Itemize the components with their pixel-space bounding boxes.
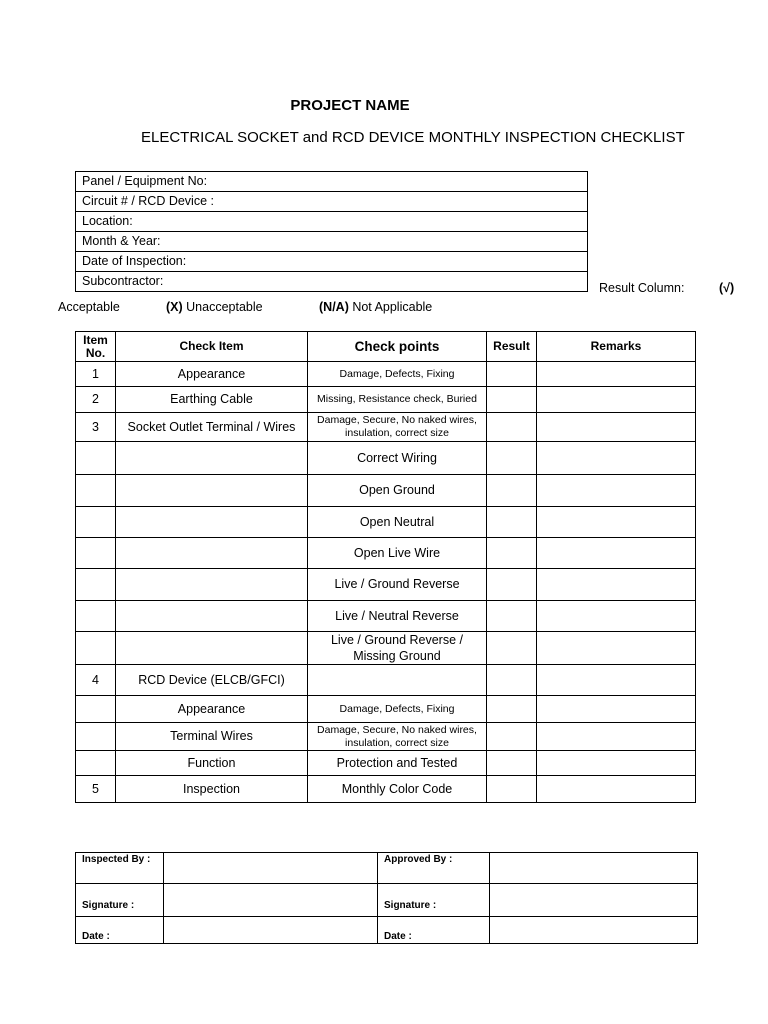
info-row [76, 272, 588, 292]
check-item-cell [116, 442, 308, 475]
check-point-cell: Open Neutral [308, 507, 487, 538]
table-row [76, 776, 696, 803]
remarks-cell[interactable] [537, 751, 696, 776]
result-cell[interactable] [487, 665, 537, 696]
remarks-cell[interactable] [537, 475, 696, 507]
remarks-cell[interactable] [537, 632, 696, 665]
legend-na-mark: (N/A) [319, 300, 349, 314]
result-column-label: Result Column: [599, 281, 685, 295]
item-no-cell: 1 [76, 362, 116, 387]
check-item-cell: Terminal Wires [116, 723, 308, 751]
item-no-cell: 2 [76, 387, 116, 413]
table-row [76, 696, 696, 723]
check-item-cell: Appearance [116, 696, 308, 723]
remarks-cell[interactable] [537, 601, 696, 632]
table-row [76, 387, 696, 413]
item-no-cell [76, 723, 116, 751]
remarks-cell[interactable] [537, 538, 696, 569]
result-cell[interactable] [487, 696, 537, 723]
signature-label-left: Signature : [76, 884, 164, 917]
check-point-cell: Live / Neutral Reverse [308, 601, 487, 632]
result-cell[interactable] [487, 362, 537, 387]
header-remarks: Remarks [537, 332, 696, 362]
remarks-cell[interactable] [537, 413, 696, 442]
check-point-cell: Open Live Wire [308, 538, 487, 569]
item-no-cell [76, 538, 116, 569]
check-point-cell: Damage, Defects, Fixing [308, 696, 487, 723]
check-point-cell: Live / Ground Reverse / Missing Ground [308, 632, 487, 665]
result-cell[interactable] [487, 442, 537, 475]
item-no-cell [76, 475, 116, 507]
month-year-field[interactable]: Month & Year: [76, 232, 588, 252]
signature-field-left[interactable] [164, 884, 378, 917]
remarks-cell[interactable] [537, 442, 696, 475]
date-field-left[interactable] [164, 917, 378, 944]
info-table [75, 171, 588, 292]
inspection-checklist-table [75, 331, 696, 803]
check-item-cell [116, 601, 308, 632]
approved-by-label: Approved By : [378, 853, 490, 884]
check-item-cell [116, 569, 308, 601]
item-no-cell [76, 569, 116, 601]
check-item-cell: Earthing Cable [116, 387, 308, 413]
result-cell[interactable] [487, 413, 537, 442]
signature-field-right[interactable] [490, 884, 698, 917]
result-cell[interactable] [487, 601, 537, 632]
check-point-cell: Open Ground [308, 475, 487, 507]
result-legend [58, 300, 478, 316]
check-item-cell [116, 507, 308, 538]
result-cell[interactable] [487, 387, 537, 413]
table-row [76, 632, 696, 665]
signoff-row [76, 917, 698, 944]
table-row [76, 751, 696, 776]
check-item-cell [116, 475, 308, 507]
result-cell[interactable] [487, 723, 537, 751]
check-item-cell: Inspection [116, 776, 308, 803]
result-column-checkmark: (√) [719, 281, 735, 295]
header-result: Result [487, 332, 537, 362]
check-item-cell [116, 538, 308, 569]
subcontractor-field[interactable]: Subcontractor: [76, 272, 588, 292]
table-row [76, 413, 696, 442]
header-check-item: Check Item [116, 332, 308, 362]
info-row [76, 252, 588, 272]
remarks-cell[interactable] [537, 723, 696, 751]
table-row [76, 569, 696, 601]
date-of-inspection-field[interactable]: Date of Inspection: [76, 252, 588, 272]
circuit-rcd-field[interactable]: Circuit # / RCD Device : [76, 192, 588, 212]
check-item-cell: RCD Device (ELCB/GFCI) [116, 665, 308, 696]
table-row [76, 362, 696, 387]
legend-unacceptable-text: Unacceptable [182, 300, 263, 314]
check-item-cell [116, 632, 308, 665]
remarks-cell[interactable] [537, 665, 696, 696]
signature-label-right: Signature : [378, 884, 490, 917]
check-point-cell: Missing, Resistance check, Buried [308, 387, 487, 413]
info-row [76, 192, 588, 212]
header-item-no: Item No. [76, 332, 116, 362]
legend-na-text: Not Applicable [348, 300, 433, 314]
check-item-cell: Function [116, 751, 308, 776]
remarks-cell[interactable] [537, 696, 696, 723]
result-cell[interactable] [487, 776, 537, 803]
table-row [76, 601, 696, 632]
remarks-cell[interactable] [537, 387, 696, 413]
check-item-cell: Socket Outlet Terminal / Wires [116, 413, 308, 442]
item-no-cell: 5 [76, 776, 116, 803]
checklist-title: ELECTRICAL SOCKET and RCD DEVICE MONTHLY INSPECTION CHECKLIST [141, 129, 685, 146]
signoff-row [76, 853, 698, 884]
legend-unacceptable [166, 300, 263, 314]
item-no-cell [76, 751, 116, 776]
approved-by-field[interactable] [490, 853, 698, 884]
item-no-cell [76, 442, 116, 475]
check-point-cell: Monthly Color Code [308, 776, 487, 803]
check-point-cell: Damage, Secure, No naked wires, insulation, correct size [308, 723, 487, 751]
item-no-cell [76, 632, 116, 665]
table-row [76, 442, 696, 475]
item-no-cell [76, 696, 116, 723]
inspected-by-label: Inspected By : [76, 853, 164, 884]
signoff-table [75, 852, 698, 944]
header-row [76, 332, 696, 362]
table-row [76, 665, 696, 696]
legend-not-applicable [319, 300, 432, 314]
project-name: PROJECT NAME [290, 97, 410, 114]
result-cell[interactable] [487, 569, 537, 601]
info-row [76, 172, 588, 192]
result-cell[interactable] [487, 475, 537, 507]
table-row [76, 507, 696, 538]
result-cell[interactable] [487, 507, 537, 538]
table-row [76, 475, 696, 507]
item-no-cell [76, 601, 116, 632]
legend-x-mark: (X) [166, 300, 183, 314]
date-field-right[interactable] [490, 917, 698, 944]
check-item-cell: Appearance [116, 362, 308, 387]
date-label-left: Date : [76, 917, 164, 944]
panel-equipment-field[interactable]: Panel / Equipment No: [76, 172, 588, 192]
item-no-cell: 3 [76, 413, 116, 442]
check-point-cell: Live / Ground Reverse [308, 569, 487, 601]
table-row [76, 723, 696, 751]
table-row [76, 538, 696, 569]
inspected-by-field[interactable] [164, 853, 378, 884]
remarks-cell[interactable] [537, 507, 696, 538]
header-check-points: Check points [308, 332, 487, 362]
result-cell[interactable] [487, 538, 537, 569]
signoff-row [76, 884, 698, 917]
info-row [76, 232, 588, 252]
remarks-cell[interactable] [537, 362, 696, 387]
check-point-cell: Correct Wiring [308, 442, 487, 475]
legend-acceptable: Acceptable [58, 300, 120, 314]
info-row [76, 212, 588, 232]
check-point-cell: Damage, Secure, No naked wires, insulation, correct size [308, 413, 487, 442]
check-point-cell: Damage, Defects, Fixing [308, 362, 487, 387]
check-point-cell [308, 665, 487, 696]
result-cell[interactable] [487, 751, 537, 776]
item-no-cell [76, 507, 116, 538]
check-point-cell: Protection and Tested [308, 751, 487, 776]
remarks-cell[interactable] [537, 569, 696, 601]
date-label-right: Date : [378, 917, 490, 944]
item-no-cell: 4 [76, 665, 116, 696]
location-field[interactable]: Location: [76, 212, 588, 232]
remarks-cell[interactable] [537, 776, 696, 803]
result-cell[interactable] [487, 632, 537, 665]
